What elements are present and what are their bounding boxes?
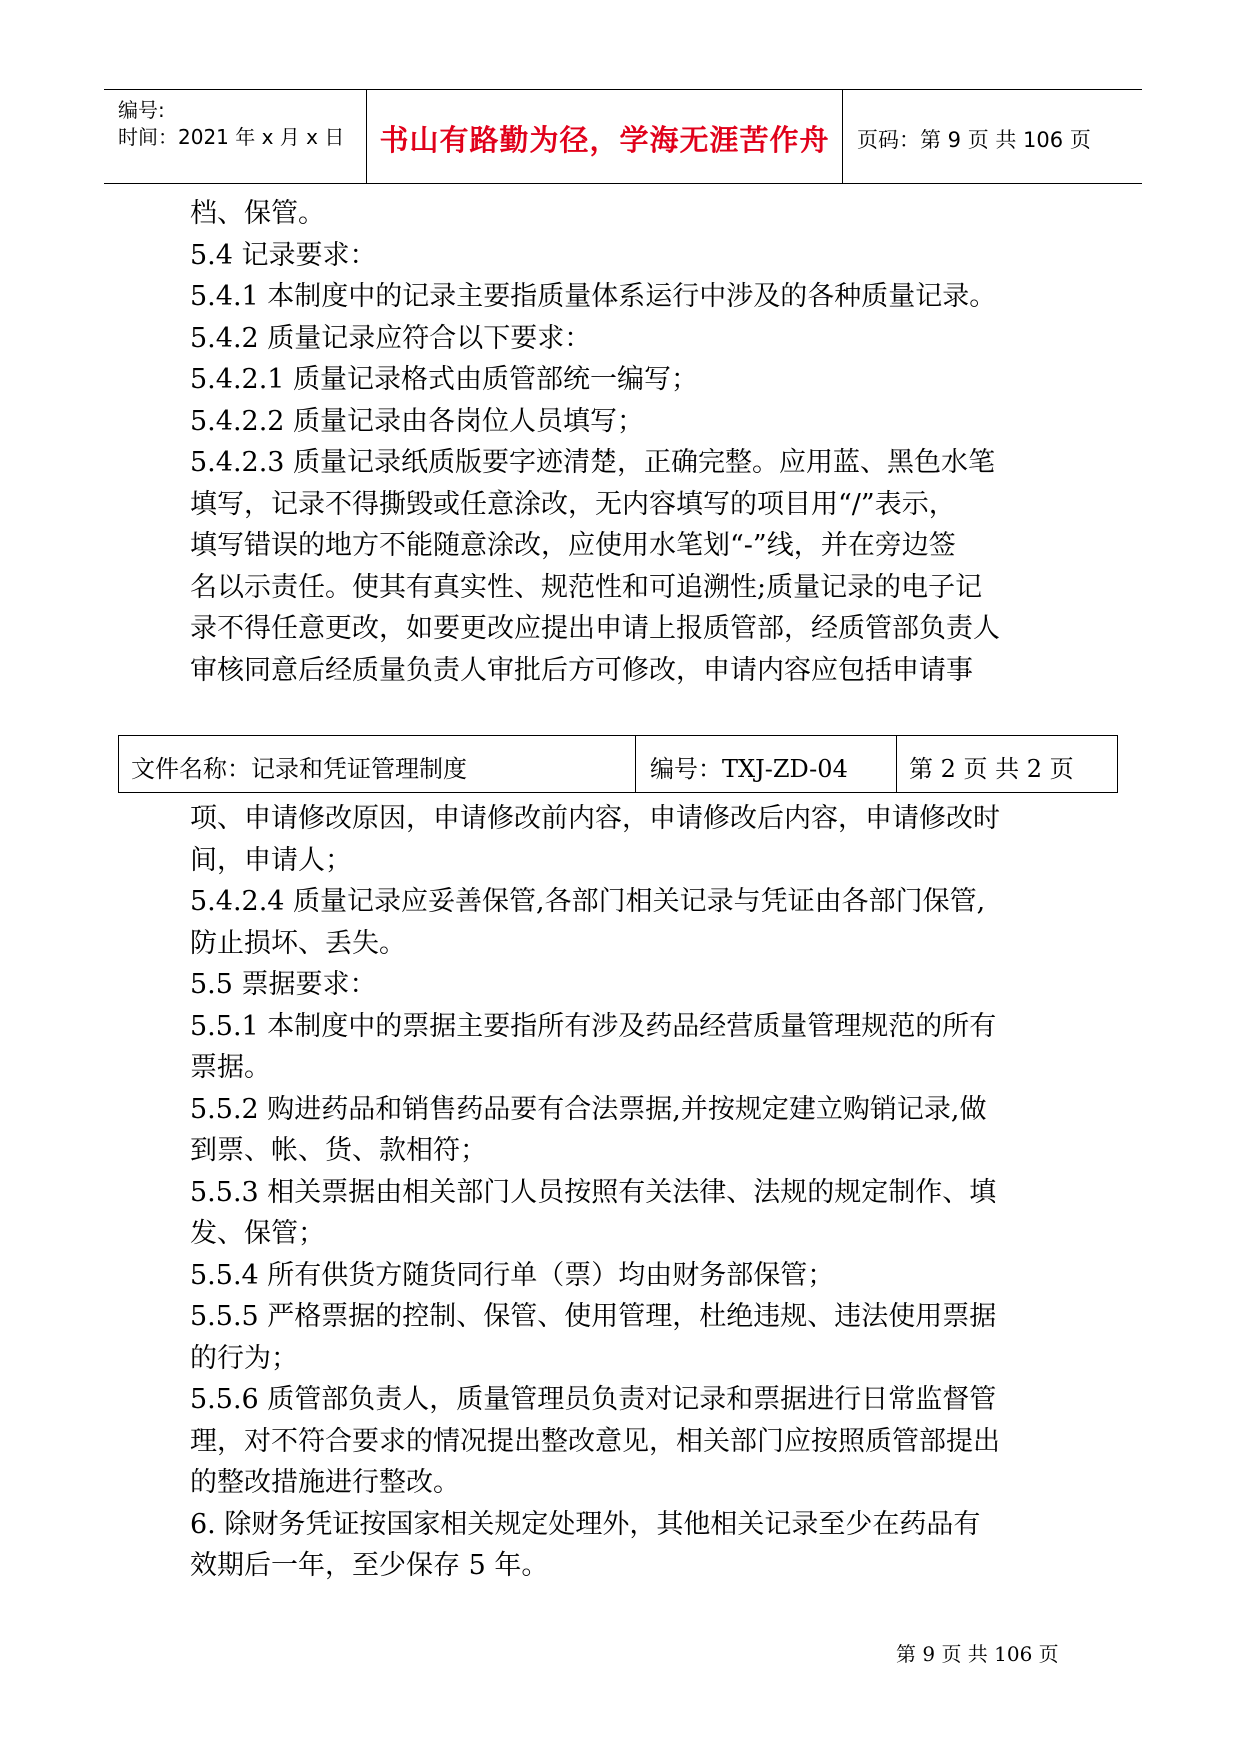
header-motto: 书山有路勤为径，学海无涯苦作舟 [379, 123, 830, 157]
paragraph-line: 5.4.2 质量记录应符合以下要求： [190, 322, 592, 354]
file-pages: 第 2 页 共 2 页 [909, 755, 1074, 783]
paragraph-line: 间，申请人； [190, 844, 352, 876]
paragraph-line: 6. 除财务凭证按国家相关规定处理外，其他相关记录至少在药品有 [190, 1508, 981, 1540]
header-page-code: 页码：第 9 页 共 106 页 [857, 128, 1091, 152]
paragraph-line: 理，对不符合要求的情况提出整改意见，相关部门应按照质管部提出 [190, 1425, 1000, 1457]
paragraph-line: 5.5.1 本制度中的票据主要指所有涉及药品经营质量管理规范的所有 [190, 1010, 997, 1042]
paragraph-line: 5.5.2 购进药品和销售药品要有合法票据,并按规定建立购销记录,做 [190, 1093, 987, 1125]
paragraph-line: 5.4.2.1 质量记录格式由质管部统一编写； [190, 364, 699, 395]
paragraph-line: 填写，记录不得撕毁或任意涂改，无内容填写的项目用“/”表示， [190, 488, 956, 520]
file-name: 文件名称：记录和凭证管理制度 [131, 755, 467, 783]
paragraph-line: 5.5.6 质管部负责人，质量管理员负责对记录和票据进行日常监督管 [190, 1384, 997, 1415]
paragraph-line: 票据。 [190, 1052, 271, 1083]
paragraph-line: 审核同意后经质量负责人审批后方可修改，申请内容应包括申请事 [190, 654, 973, 686]
page-header [104, 89, 1142, 184]
paragraph-line: 的整改措施进行整改。 [190, 1467, 460, 1498]
file-code: 编号：TXJ-ZD-04 [650, 755, 848, 783]
paragraph-line: 名以示责任。使其有真实性、规范性和可追溯性;质量记录的电子记 [190, 571, 983, 603]
paragraph-line: 项、申请修改原因，申请修改前内容，申请修改后内容，申请修改时 [190, 803, 1000, 834]
paragraph-line: 防止损坏、丢失。 [190, 927, 406, 959]
paragraph-line: 效期后一年，至少保存 5 年。 [190, 1550, 549, 1581]
paragraph-line: 5.5.3 相关票据由相关部门人员按照有关法律、法规的规定制作、填 [190, 1176, 997, 1208]
paragraph-line: 5.5 票据要求： [190, 969, 377, 1000]
body-text-bottom [190, 798, 1060, 1587]
header-motto-cell [367, 90, 843, 183]
paragraph-line: 5.5.4 所有供货方随货同行单（票）均由财务部保管； [190, 1259, 835, 1291]
paragraph-line: 填写错误的地方不能随意涂改，应使用水笔划“-”线，并在旁边签 [190, 530, 956, 561]
paragraph-line: 5.4 记录要求： [190, 239, 377, 271]
paragraph-line: 5.4.2.3 质量记录纸质版要字迹清楚，正确完整。应用蓝、黑色水笔 [190, 447, 996, 478]
file-info-table [118, 735, 1118, 793]
paragraph-line: 5.4.1 本制度中的记录主要指质量体系运行中涉及的各种质量记录。 [190, 281, 997, 312]
paragraph-line: 发、保管； [190, 1218, 325, 1249]
header-page-cell [843, 90, 1142, 183]
file-code-cell [636, 736, 897, 792]
header-info-cell [104, 90, 367, 183]
file-pages-cell [897, 736, 1117, 792]
paragraph-line: 档、保管。 [190, 198, 325, 229]
paragraph-line: 到票、帐、货、款相符； [190, 1135, 487, 1166]
body-text-top [190, 193, 1060, 691]
paragraph-line: 录不得任意更改，如要更改应提出申请上报质管部，经质管部负责人 [190, 613, 1000, 644]
paragraph-line: 5.4.2.2 质量记录由各岗位人员填写； [190, 405, 645, 437]
header-number-label: 编号: [118, 98, 165, 122]
paragraph-line: 5.5.5 严格票据的控制、保管、使用管理，杜绝违规、违法使用票据 [190, 1301, 997, 1332]
paragraph-line: 5.4.2.4 质量记录应妥善保管,各部门相关记录与凭证由各部门保管, [190, 886, 986, 917]
page-footer: 第 9 页 共 106 页 [896, 1642, 1059, 1666]
file-name-cell [119, 736, 636, 792]
header-time: 时间：2021 年 x 月 x 日 [118, 125, 345, 149]
paragraph-line: 的行为； [190, 1342, 298, 1374]
